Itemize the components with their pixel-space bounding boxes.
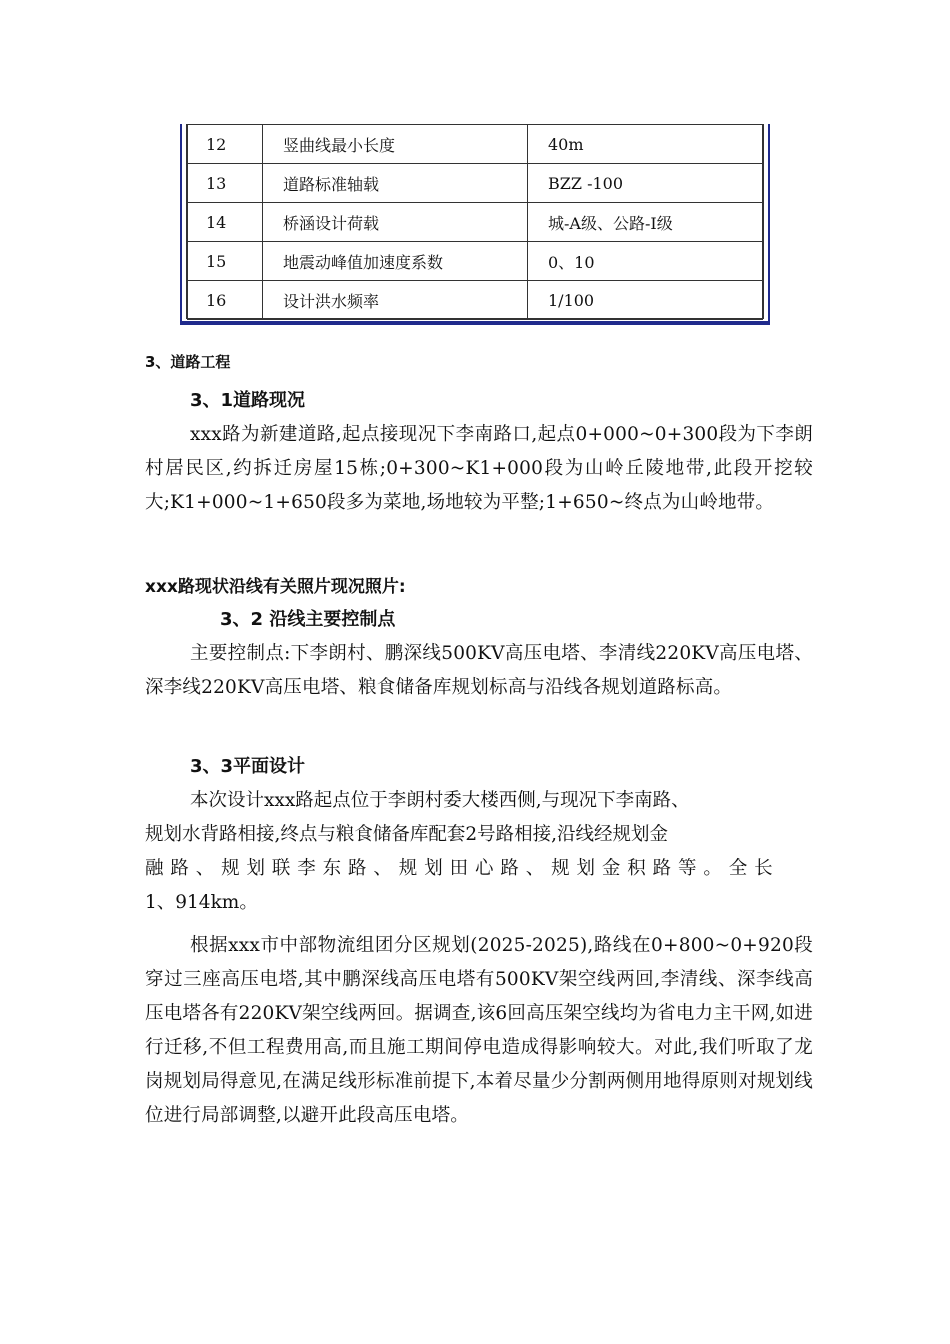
paragraph-control-points: 主要控制点:下李朗村、鹏深线500KV高压电塔、李清线220KV高压电塔、深李线220KV高压电塔、粮食储备库规划标高与沿线各规划道路标高。 [145, 643, 813, 698]
table-row [188, 242, 763, 281]
paragraph-road-status: xxx路为新建道路,起点接现况下李南路口,起点0+000~0+300段为下李朗村居民区,约拆迁房屋15栋;0+300~K1+000段为山岭丘陵地带,此段开挖较大;K1+000~1+650段多为菜地,场地较为平整;1+650~终点为山岭地带。 [145, 424, 813, 513]
subheading-road-status: 3、1道路现况 [190, 390, 306, 411]
paragraph-line: 规划水背路相接,终点与粮食储备库配套2号路相接,沿线经规划金 [145, 824, 669, 845]
row-number: 12 [188, 125, 263, 164]
row-value: 1/100 [528, 281, 763, 320]
paragraph-plan-design [145, 784, 813, 920]
row-number: 13 [188, 164, 263, 203]
row-item: 竖曲线最小长度 [263, 125, 528, 164]
paragraph-line: 融 路 、 规 划 联 李 东 路 、 规 划 田 心 路 、 规 划 金 积 路 等 。 全 长 [145, 858, 774, 879]
photo-caption-heading: xxx路现状沿线有关照片现况照片: [145, 577, 406, 597]
row-number: 16 [188, 281, 263, 320]
row-value: 0、10 [528, 242, 763, 281]
parameter-table-frame [180, 124, 770, 325]
section-heading-road-works: 3、道路工程 [145, 353, 231, 371]
row-item: 地震动峰值加速度系数 [263, 242, 528, 281]
table-row [188, 125, 763, 164]
row-value: BZZ -100 [528, 164, 763, 203]
table-row [188, 281, 763, 320]
row-number: 14 [188, 203, 263, 242]
table-row [188, 203, 763, 242]
parameter-table [187, 124, 763, 320]
paragraph-planning-adjustment: 根据xxx市中部物流组团分区规划(2025-2025),路线在0+800~0+920段穿过三座高压电塔,其中鹏深线高压电塔有500KV架空线两回,李清线、深李线高压电塔各有220KV架空线两回。据调查,该6回高压架空线均为省电力主干网,如进行迁移,不但工程费用高,而且施工期间停电造成得影响较大。对此,我们听取了龙岗规划局得意见,在满足线形标准前提下,本着尽量少分割两侧用地得原则对规划线位进行局部调整,以避开此段高压电塔。 [145, 935, 813, 1126]
row-value: 城-A级、公路-I级 [528, 203, 763, 242]
row-item: 桥涵设计荷载 [263, 203, 528, 242]
paragraph-line: 本次设计xxx路起点位于李朗村委大楼西侧,与现况下李南路、 [190, 790, 690, 811]
parameter-table-inner [186, 124, 764, 319]
row-number: 15 [188, 242, 263, 281]
subheading-plan-design: 3、3平面设计 [190, 756, 306, 777]
row-item: 道路标准轴载 [263, 164, 528, 203]
subheading-control-points: 3、2 沿线主要控制点 [220, 609, 396, 630]
paragraph-line: 1、914km。 [145, 892, 258, 913]
row-value: 40m [528, 125, 763, 164]
row-item: 设计洪水频率 [263, 281, 528, 320]
table-row [188, 164, 763, 203]
